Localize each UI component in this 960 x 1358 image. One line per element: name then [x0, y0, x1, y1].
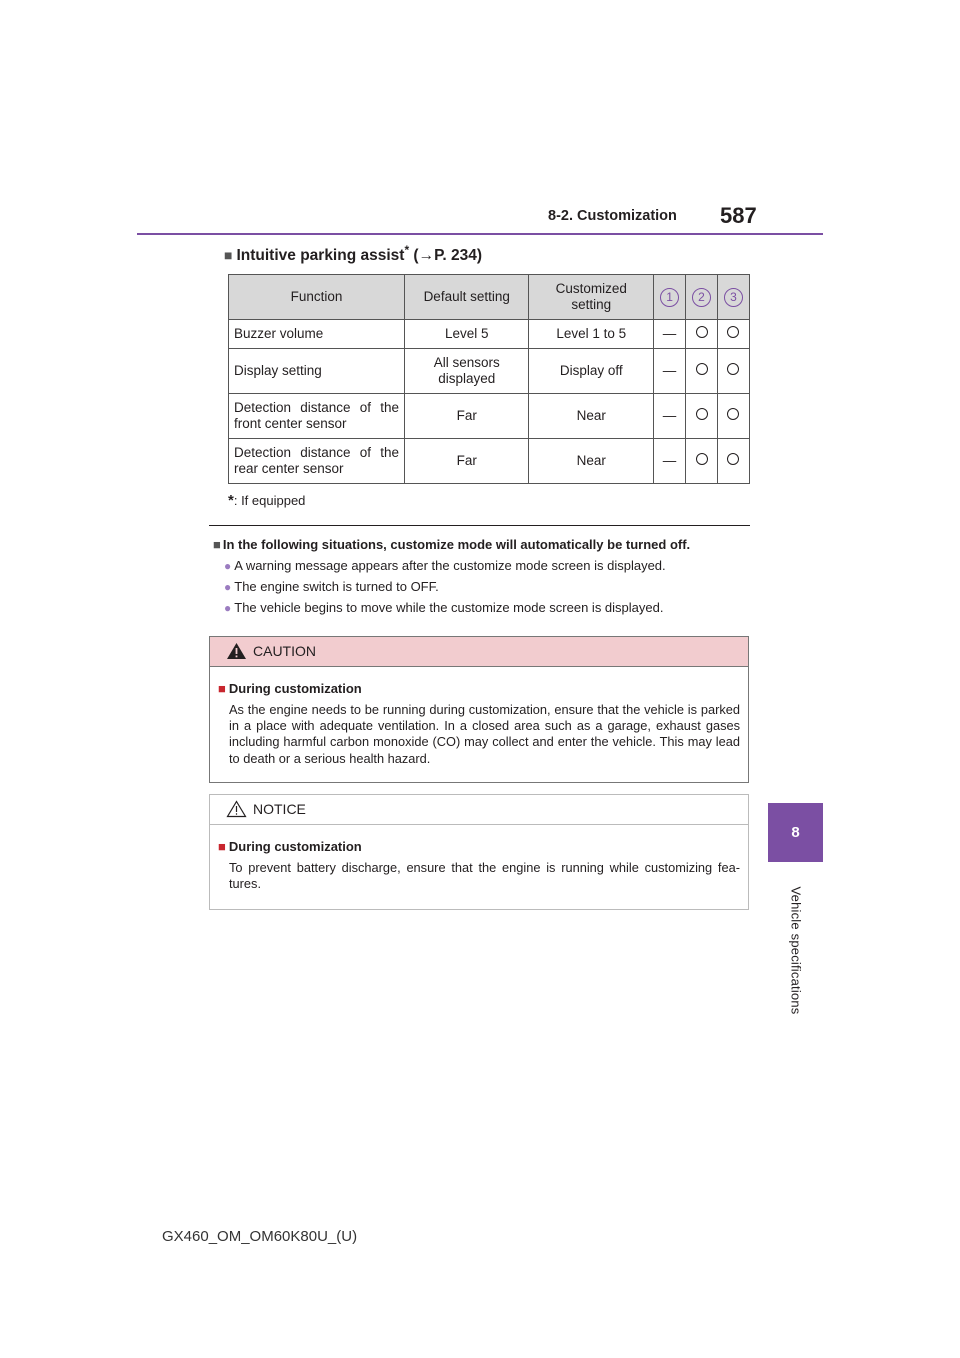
section-title: 8-2. Customization	[548, 208, 677, 224]
cell-function: Display setting	[229, 349, 405, 394]
auto-off-heading-text: In the following situations, customize mode will automatically be turned off.	[222, 537, 691, 552]
square-bullet-icon: ■	[224, 247, 233, 264]
cell-method-1: —	[654, 320, 686, 349]
dot-bullet-icon: ●	[224, 559, 232, 573]
list-item	[224, 600, 663, 615]
circle-icon	[696, 453, 708, 465]
parking-heading-text: Intuitive parking assist	[236, 247, 405, 265]
footnote-text: : If equipped	[233, 493, 306, 508]
caution-header	[210, 637, 748, 667]
table-header-row	[229, 275, 750, 320]
caution-title: CAUTION	[253, 643, 316, 659]
cell-method-3	[717, 349, 749, 394]
col-method-1	[654, 275, 686, 320]
list-item-text: A warning message appears after the customize mode screen is displayed.	[234, 558, 666, 573]
cell-default: All sensors displayed	[404, 349, 528, 394]
cell-method-2	[686, 349, 718, 394]
auto-off-heading	[213, 537, 690, 552]
list-item	[224, 558, 666, 573]
cell-function: Buzzer volume	[229, 320, 405, 349]
cell-customized: Level 1 to 5	[529, 320, 654, 349]
method-1-icon: 1	[660, 288, 679, 307]
cell-default: Far	[404, 439, 528, 484]
cell-function: Detection distance of the front center sensor	[229, 394, 405, 439]
notice-header	[210, 795, 748, 825]
caution-text: As the engine needs to be running during customization, ensure that the vehicle is parked in a place with adequate ventilation. In a closed area such as a garage, exhaust gases including harmful carbon monoxide (CO) may collect and enter the vehicle. This may lead to death or a serious health hazard.	[229, 702, 740, 766]
cell-method-2	[686, 439, 718, 484]
notice-title: NOTICE	[253, 801, 306, 817]
equipped-star: *	[404, 243, 410, 257]
square-bullet-icon: ■	[218, 839, 226, 854]
notice-subheading-text: During customization	[228, 839, 362, 854]
cell-method-3	[717, 320, 749, 349]
cell-function: Detection distance of the rear center sensor	[229, 439, 405, 484]
header-rule	[137, 233, 823, 235]
list-item-text: The engine switch is turned to OFF.	[234, 579, 439, 594]
caution-subheading-text: During customization	[228, 681, 362, 696]
page-reference: (→P. 234)	[409, 247, 483, 265]
caution-box	[209, 636, 749, 783]
method-3-icon: 3	[724, 288, 743, 307]
square-bullet-icon: ■	[218, 681, 226, 696]
page-number: 587	[720, 203, 757, 228]
circle-icon	[696, 363, 708, 375]
col-method-3	[717, 275, 749, 320]
circle-icon	[727, 453, 739, 465]
cell-method-2	[686, 394, 718, 439]
circle-icon	[696, 408, 708, 420]
caution-subheading	[218, 681, 362, 696]
circle-icon	[727, 408, 739, 420]
table-row	[229, 439, 750, 484]
notice-triangle-icon	[226, 800, 247, 818]
cell-customized: Display off	[529, 349, 654, 394]
settings-table	[228, 274, 750, 484]
footnote-star: *	[228, 492, 234, 509]
col-function: Function	[229, 275, 405, 320]
circle-icon	[696, 326, 708, 338]
list-item	[224, 579, 439, 594]
cell-default: Far	[404, 394, 528, 439]
col-default: Default setting	[404, 275, 528, 320]
chapter-tab	[768, 803, 823, 862]
cell-method-2	[686, 320, 718, 349]
cell-customized: Near	[529, 394, 654, 439]
chapter-label: Vehicle specifications	[788, 886, 804, 1015]
table-row	[229, 349, 750, 394]
document-code: GX460_OM_OM60K80U_(U)	[162, 1228, 358, 1245]
table-row	[229, 320, 750, 349]
section-divider	[209, 525, 750, 526]
cell-method-1: —	[654, 349, 686, 394]
cell-customized: Near	[529, 439, 654, 484]
notice-box	[209, 794, 749, 910]
circle-icon	[727, 326, 739, 338]
notice-subheading	[218, 839, 362, 854]
square-bullet-icon: ■	[213, 537, 221, 552]
dot-bullet-icon: ●	[224, 601, 232, 615]
cell-default: Level 5	[404, 320, 528, 349]
table-row	[229, 394, 750, 439]
cell-method-1: —	[654, 439, 686, 484]
list-item-text: The vehicle begins to move while the customize mode screen is displayed.	[234, 600, 664, 615]
cell-method-3	[717, 439, 749, 484]
dot-bullet-icon: ●	[224, 580, 232, 594]
col-customized: Customized setting	[529, 275, 654, 320]
notice-text: To prevent battery discharge, ensure that the engine is running while customizing fea-tures.	[229, 860, 740, 892]
cell-method-3	[717, 394, 749, 439]
col-method-2	[686, 275, 718, 320]
warning-triangle-icon	[226, 642, 247, 660]
circle-icon	[727, 363, 739, 375]
footnote	[228, 492, 305, 509]
method-2-icon: 2	[692, 288, 711, 307]
cell-method-1: —	[654, 394, 686, 439]
chapter-number: 8	[791, 824, 800, 841]
parking-assist-heading	[224, 243, 482, 265]
